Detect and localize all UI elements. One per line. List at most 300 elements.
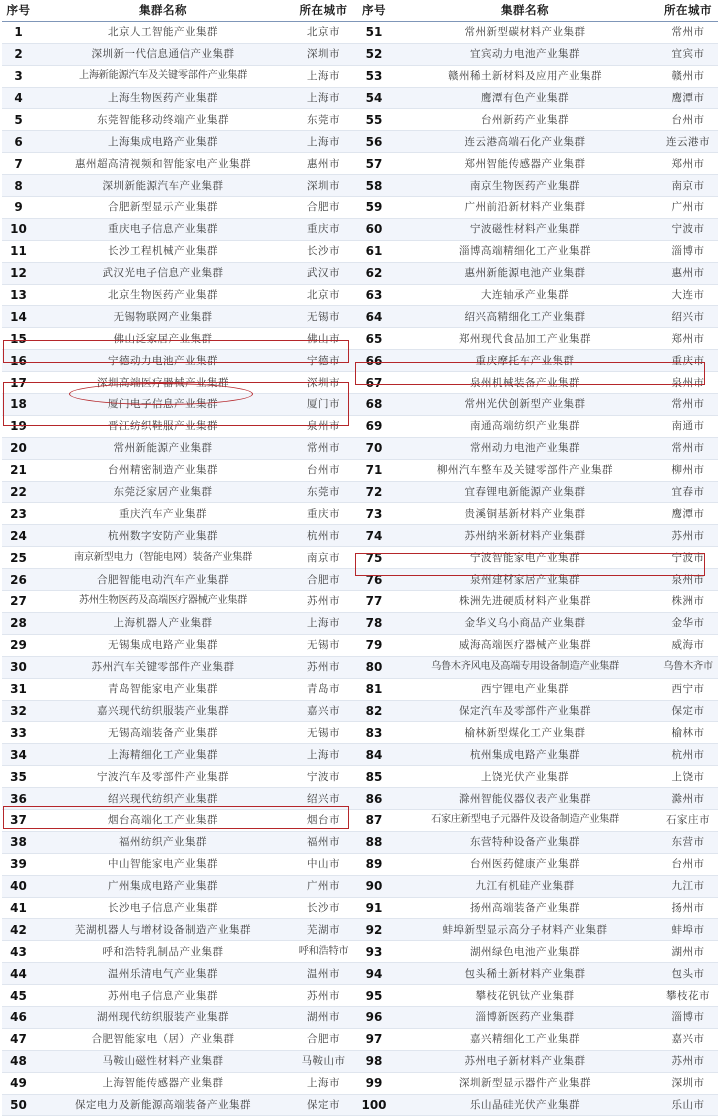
row-num: 45 (2, 985, 35, 1007)
row-num: 74 (356, 525, 392, 547)
row-num: 58 (356, 175, 392, 197)
row-city: 郑州市 (658, 153, 718, 175)
table-row (2, 919, 356, 941)
row-cluster-name: 呼和浩特乳制品产业集群 (35, 941, 291, 963)
row-city: 上海市 (291, 65, 356, 87)
row-cluster-name: 株洲先进硬质材料产业集群 (392, 591, 658, 613)
row-city: 深圳市 (291, 43, 356, 65)
row-cluster-name: 北京生物医药产业集群 (35, 284, 291, 306)
table-row (2, 678, 356, 700)
row-cluster-name: 上饶光伏产业集群 (392, 766, 658, 788)
row-cluster-name: 台州精密制造产业集群 (35, 459, 291, 481)
row-cluster-name: 金华义乌小商品产业集群 (392, 612, 658, 634)
row-city: 宁德市 (291, 350, 356, 372)
row-city: 上海市 (291, 744, 356, 766)
row-city: 上海市 (291, 1072, 356, 1094)
table-row (356, 985, 718, 1007)
row-num: 59 (356, 197, 392, 219)
row-city: 台州市 (658, 109, 718, 131)
table-row (2, 700, 356, 722)
row-cluster-name: 东莞智能移动终端产业集群 (35, 109, 291, 131)
row-city: 惠州市 (291, 153, 356, 175)
table-row (2, 153, 356, 175)
row-cluster-name: 重庆电子信息产业集群 (35, 218, 291, 240)
table-row (2, 459, 356, 481)
row-num: 69 (356, 415, 392, 437)
row-cluster-name: 深圳新一代信息通信产业集群 (35, 43, 291, 65)
row-city: 深圳市 (291, 175, 356, 197)
row-city: 保定市 (658, 700, 718, 722)
table-row (2, 240, 356, 262)
table-row (2, 831, 356, 853)
row-city: 西宁市 (658, 678, 718, 700)
row-num: 98 (356, 1050, 392, 1072)
table-row (356, 569, 718, 591)
row-cluster-name: 合肥智能电动汽车产业集群 (35, 569, 291, 591)
row-city: 绍兴市 (658, 306, 718, 328)
row-num: 21 (2, 459, 35, 481)
row-num: 46 (2, 1006, 35, 1028)
header-city: 所在城市 (291, 0, 356, 21)
row-cluster-name: 无锡物联网产业集群 (35, 306, 291, 328)
row-cluster-name: 长沙工程机械产业集群 (35, 240, 291, 262)
table-row (2, 437, 356, 459)
row-cluster-name: 淄博新医药产业集群 (392, 1006, 658, 1028)
row-num: 73 (356, 503, 392, 525)
row-num: 11 (2, 240, 35, 262)
row-num: 28 (2, 612, 35, 634)
table-row (2, 897, 356, 919)
row-num: 96 (356, 1006, 392, 1028)
row-city: 湖州市 (658, 941, 718, 963)
row-num: 82 (356, 700, 392, 722)
table-row (356, 1094, 718, 1116)
row-num: 66 (356, 350, 392, 372)
row-cluster-name: 乌鲁木齐风电及高端专用设备制造产业集群 (392, 656, 658, 678)
row-city: 无锡市 (291, 722, 356, 744)
row-cluster-name: 东营特种设备产业集群 (392, 831, 658, 853)
table-row (2, 481, 356, 503)
row-num: 7 (2, 153, 35, 175)
row-city: 蚌埠市 (658, 919, 718, 941)
row-city: 九江市 (658, 875, 718, 897)
row-cluster-name: 合肥新型显示产业集群 (35, 197, 291, 219)
row-cluster-name: 上海集成电路产业集群 (35, 131, 291, 153)
row-cluster-name: 攀枝花钒钛产业集群 (392, 985, 658, 1007)
row-cluster-name: 连云港高端石化产业集群 (392, 131, 658, 153)
row-num: 15 (2, 328, 35, 350)
row-cluster-name: 重庆汽车产业集群 (35, 503, 291, 525)
row-num: 95 (356, 985, 392, 1007)
row-city: 嘉兴市 (658, 1028, 718, 1050)
row-num: 17 (2, 372, 35, 394)
row-city: 滁州市 (658, 788, 718, 810)
row-num: 27 (2, 591, 35, 613)
row-cluster-name: 台州医药健康产业集群 (392, 853, 658, 875)
table-row (356, 722, 718, 744)
row-city: 乌鲁木齐市 (658, 656, 718, 678)
row-city: 大连市 (658, 284, 718, 306)
row-num: 53 (356, 65, 392, 87)
row-cluster-name: 上海机器人产业集群 (35, 612, 291, 634)
table-row (356, 1050, 718, 1072)
table-row (2, 131, 356, 153)
row-city: 温州市 (291, 963, 356, 985)
table-row (2, 175, 356, 197)
row-num: 43 (2, 941, 35, 963)
row-cluster-name: 苏州纳米新材料产业集群 (392, 525, 658, 547)
row-cluster-name: 厦门电子信息产业集群 (35, 394, 291, 416)
row-num: 61 (356, 240, 392, 262)
row-cluster-name: 宁德动力电池产业集群 (35, 350, 291, 372)
row-city: 无锡市 (291, 306, 356, 328)
row-cluster-name: 南京新型电力（智能电网）装备产业集群 (35, 547, 291, 569)
row-num: 75 (356, 547, 392, 569)
table-row (2, 525, 356, 547)
row-cluster-name: 中山智能家电产业集群 (35, 853, 291, 875)
table-row (2, 809, 356, 831)
row-city: 上海市 (291, 131, 356, 153)
row-num: 88 (356, 831, 392, 853)
row-num: 81 (356, 678, 392, 700)
row-city: 深圳市 (658, 1072, 718, 1094)
row-num: 52 (356, 43, 392, 65)
table-row (2, 788, 356, 810)
row-cluster-name: 重庆摩托车产业集群 (392, 350, 658, 372)
row-cluster-name: 上海智能传感器产业集群 (35, 1072, 291, 1094)
table-row (356, 109, 718, 131)
row-num: 63 (356, 284, 392, 306)
table-row (356, 175, 718, 197)
row-num: 67 (356, 372, 392, 394)
row-num: 90 (356, 875, 392, 897)
row-cluster-name: 郑州现代食品加工产业集群 (392, 328, 658, 350)
row-num: 8 (2, 175, 35, 197)
row-cluster-name: 宁波磁性材料产业集群 (392, 218, 658, 240)
row-city: 重庆市 (291, 503, 356, 525)
row-num: 83 (356, 722, 392, 744)
table-row (356, 197, 718, 219)
row-num: 49 (2, 1072, 35, 1094)
row-city: 苏州市 (658, 525, 718, 547)
row-cluster-name: 泉州建材家居产业集群 (392, 569, 658, 591)
row-city: 泉州市 (291, 415, 356, 437)
cluster-table-right (356, 0, 718, 1116)
row-city: 福州市 (291, 831, 356, 853)
row-cluster-name: 惠州超高清视频和智能家电产业集群 (35, 153, 291, 175)
row-num: 89 (356, 853, 392, 875)
table-row (356, 941, 718, 963)
row-city: 东莞市 (291, 109, 356, 131)
table-row (356, 831, 718, 853)
row-num: 93 (356, 941, 392, 963)
row-city: 泉州市 (658, 372, 718, 394)
row-cluster-name: 广州前沿新材料产业集群 (392, 197, 658, 219)
table-row (356, 1072, 718, 1094)
row-cluster-name: 宜春锂电新能源产业集群 (392, 481, 658, 503)
row-cluster-name: 苏州电子信息产业集群 (35, 985, 291, 1007)
row-city: 绍兴市 (291, 788, 356, 810)
row-city: 苏州市 (291, 985, 356, 1007)
row-num: 62 (356, 262, 392, 284)
row-city: 重庆市 (658, 350, 718, 372)
row-num: 56 (356, 131, 392, 153)
row-num: 76 (356, 569, 392, 591)
row-cluster-name: 鹰潭有色产业集群 (392, 87, 658, 109)
row-num: 3 (2, 65, 35, 87)
row-cluster-name: 苏州汽车关键零部件产业集群 (35, 656, 291, 678)
row-cluster-name: 保定电力及新能源高端装备产业集群 (35, 1094, 291, 1116)
row-num: 14 (2, 306, 35, 328)
row-city: 合肥市 (291, 1028, 356, 1050)
row-city: 连云港市 (658, 131, 718, 153)
table-row (2, 218, 356, 240)
row-city: 南京市 (658, 175, 718, 197)
row-city: 嘉兴市 (291, 700, 356, 722)
row-city: 乐山市 (658, 1094, 718, 1116)
row-num: 13 (2, 284, 35, 306)
row-cluster-name: 杭州数字安防产业集群 (35, 525, 291, 547)
table-header-row (2, 0, 356, 21)
row-num: 36 (2, 788, 35, 810)
header-name: 集群名称 (392, 0, 658, 21)
row-cluster-name: 芜湖机器人与增材设备制造产业集群 (35, 919, 291, 941)
row-city: 长沙市 (291, 897, 356, 919)
table-row (356, 963, 718, 985)
row-num: 84 (356, 744, 392, 766)
row-cluster-name: 威海高端医疗器械产业集群 (392, 634, 658, 656)
row-cluster-name: 晋江纺织鞋服产业集群 (35, 415, 291, 437)
row-cluster-name: 石家庄新型电子元器件及设备制造产业集群 (392, 809, 658, 831)
row-cluster-name: 广州集成电路产业集群 (35, 875, 291, 897)
header-name: 集群名称 (35, 0, 291, 21)
row-cluster-name: 福州纺织产业集群 (35, 831, 291, 853)
table-row (356, 1028, 718, 1050)
row-cluster-name: 常州新型碳材料产业集群 (392, 21, 658, 43)
row-num: 10 (2, 218, 35, 240)
row-city: 芜湖市 (291, 919, 356, 941)
table-row (356, 634, 718, 656)
table-row (2, 503, 356, 525)
table-row (356, 459, 718, 481)
header-num: 序号 (2, 0, 35, 21)
row-num: 23 (2, 503, 35, 525)
table-row (2, 722, 356, 744)
row-city: 北京市 (291, 284, 356, 306)
row-num: 33 (2, 722, 35, 744)
row-num: 40 (2, 875, 35, 897)
row-cluster-name: 宜宾动力电池产业集群 (392, 43, 658, 65)
row-num: 19 (2, 415, 35, 437)
row-cluster-name: 西宁锂电产业集群 (392, 678, 658, 700)
row-city: 佛山市 (291, 328, 356, 350)
table-row (356, 744, 718, 766)
table-row (356, 766, 718, 788)
table-row (356, 678, 718, 700)
row-num: 35 (2, 766, 35, 788)
row-cluster-name: 赣州稀土新材料及应用产业集群 (392, 65, 658, 87)
row-cluster-name: 北京人工智能产业集群 (35, 21, 291, 43)
row-city: 常州市 (291, 437, 356, 459)
row-num: 4 (2, 87, 35, 109)
row-cluster-name: 武汉光电子信息产业集群 (35, 262, 291, 284)
table-row (356, 284, 718, 306)
row-cluster-name: 上海生物医药产业集群 (35, 87, 291, 109)
table-row (2, 350, 356, 372)
row-city: 常州市 (658, 21, 718, 43)
row-cluster-name: 马鞍山磁性材料产业集群 (35, 1050, 291, 1072)
table-row (2, 306, 356, 328)
row-cluster-name: 湖州绿色电池产业集群 (392, 941, 658, 963)
row-city: 苏州市 (291, 591, 356, 613)
row-city: 郑州市 (658, 328, 718, 350)
table-header-row (356, 0, 718, 21)
row-city: 石家庄市 (658, 809, 718, 831)
row-num: 18 (2, 394, 35, 416)
table-row (356, 547, 718, 569)
table-row (356, 394, 718, 416)
row-city: 淄博市 (658, 240, 718, 262)
row-city: 榆林市 (658, 722, 718, 744)
table-row (2, 634, 356, 656)
table-row (356, 809, 718, 831)
row-cluster-name: 扬州高端装备产业集群 (392, 897, 658, 919)
row-num: 79 (356, 634, 392, 656)
row-cluster-name: 湖州现代纺织服装产业集群 (35, 1006, 291, 1028)
table-row (356, 350, 718, 372)
row-cluster-name: 东莞泛家居产业集群 (35, 481, 291, 503)
row-city: 马鞍山市 (291, 1050, 356, 1072)
row-cluster-name: 大连轴承产业集群 (392, 284, 658, 306)
table-row (2, 87, 356, 109)
row-city: 宜春市 (658, 481, 718, 503)
table-row (356, 328, 718, 350)
row-num: 5 (2, 109, 35, 131)
row-num: 87 (356, 809, 392, 831)
table-row (2, 591, 356, 613)
row-city: 金华市 (658, 612, 718, 634)
row-num: 47 (2, 1028, 35, 1050)
table-row (2, 197, 356, 219)
table-row (356, 306, 718, 328)
row-city: 上饶市 (658, 766, 718, 788)
row-num: 6 (2, 131, 35, 153)
table-row (2, 853, 356, 875)
row-city: 东营市 (658, 831, 718, 853)
row-cluster-name: 淄博高端精细化工产业集群 (392, 240, 658, 262)
table-row (356, 700, 718, 722)
row-num: 92 (356, 919, 392, 941)
row-cluster-name: 蚌埠新型显示高分子材料产业集群 (392, 919, 658, 941)
table-row (356, 919, 718, 941)
table-row (356, 788, 718, 810)
table-row (2, 109, 356, 131)
row-num: 71 (356, 459, 392, 481)
table-row (2, 612, 356, 634)
row-cluster-name: 苏州生物医药及高端医疗器械产业集群 (35, 591, 291, 613)
row-city: 常州市 (658, 394, 718, 416)
row-cluster-name: 惠州新能源电池产业集群 (392, 262, 658, 284)
row-num: 99 (356, 1072, 392, 1094)
row-cluster-name: 杭州集成电路产业集群 (392, 744, 658, 766)
row-city: 东莞市 (291, 481, 356, 503)
row-num: 68 (356, 394, 392, 416)
row-num: 32 (2, 700, 35, 722)
row-city: 南京市 (291, 547, 356, 569)
row-cluster-name: 常州光伏创新型产业集群 (392, 394, 658, 416)
row-cluster-name: 南京生物医药产业集群 (392, 175, 658, 197)
row-cluster-name: 佛山泛家居产业集群 (35, 328, 291, 350)
row-cluster-name: 嘉兴现代纺织服装产业集群 (35, 700, 291, 722)
row-city: 攀枝花市 (658, 985, 718, 1007)
table-row (356, 591, 718, 613)
row-city: 烟台市 (291, 809, 356, 831)
row-num: 24 (2, 525, 35, 547)
row-cluster-name: 宁波智能家电产业集群 (392, 547, 658, 569)
row-city: 鹰潭市 (658, 87, 718, 109)
row-num: 65 (356, 328, 392, 350)
row-city: 广州市 (658, 197, 718, 219)
row-num: 22 (2, 481, 35, 503)
table-row (2, 985, 356, 1007)
row-city: 保定市 (291, 1094, 356, 1116)
row-city: 北京市 (291, 21, 356, 43)
row-cluster-name: 嘉兴精细化工产业集群 (392, 1028, 658, 1050)
row-city: 无锡市 (291, 634, 356, 656)
row-city: 宁波市 (291, 766, 356, 788)
row-city: 苏州市 (291, 656, 356, 678)
table-row (356, 65, 718, 87)
row-cluster-name: 青岛智能家电产业集群 (35, 678, 291, 700)
row-city: 呼和浩特市 (291, 941, 356, 963)
row-num: 1 (2, 21, 35, 43)
row-num: 30 (2, 656, 35, 678)
row-cluster-name: 温州乐清电气产业集群 (35, 963, 291, 985)
row-city: 合肥市 (291, 569, 356, 591)
table-row (2, 262, 356, 284)
table-row (2, 394, 356, 416)
row-city: 威海市 (658, 634, 718, 656)
table-row (356, 437, 718, 459)
row-cluster-name: 贵溪铜基新材料产业集群 (392, 503, 658, 525)
row-cluster-name: 榆林新型煤化工产业集群 (392, 722, 658, 744)
row-num: 2 (2, 43, 35, 65)
header-city: 所在城市 (658, 0, 718, 21)
table-row (2, 569, 356, 591)
row-cluster-name: 包头稀土新材料产业集群 (392, 963, 658, 985)
row-cluster-name: 台州新药产业集群 (392, 109, 658, 131)
row-cluster-name: 滁州智能仪器仪表产业集群 (392, 788, 658, 810)
table-row (2, 941, 356, 963)
row-city: 厦门市 (291, 394, 356, 416)
row-city: 深圳市 (291, 372, 356, 394)
row-num: 9 (2, 197, 35, 219)
row-cluster-name: 深圳新型显示器件产业集群 (392, 1072, 658, 1094)
table-row (2, 372, 356, 394)
row-cluster-name: 上海精细化工产业集群 (35, 744, 291, 766)
row-city: 广州市 (291, 875, 356, 897)
row-num: 85 (356, 766, 392, 788)
row-city: 合肥市 (291, 197, 356, 219)
row-cluster-name: 上海新能源汽车及关键零部件产业集群 (35, 65, 291, 87)
table-row (356, 875, 718, 897)
table-row (356, 131, 718, 153)
table-row (356, 1006, 718, 1028)
row-cluster-name: 烟台高端化工产业集群 (35, 809, 291, 831)
row-cluster-name: 乐山晶硅光伏产业集群 (392, 1094, 658, 1116)
row-city: 苏州市 (658, 1050, 718, 1072)
row-city: 中山市 (291, 853, 356, 875)
